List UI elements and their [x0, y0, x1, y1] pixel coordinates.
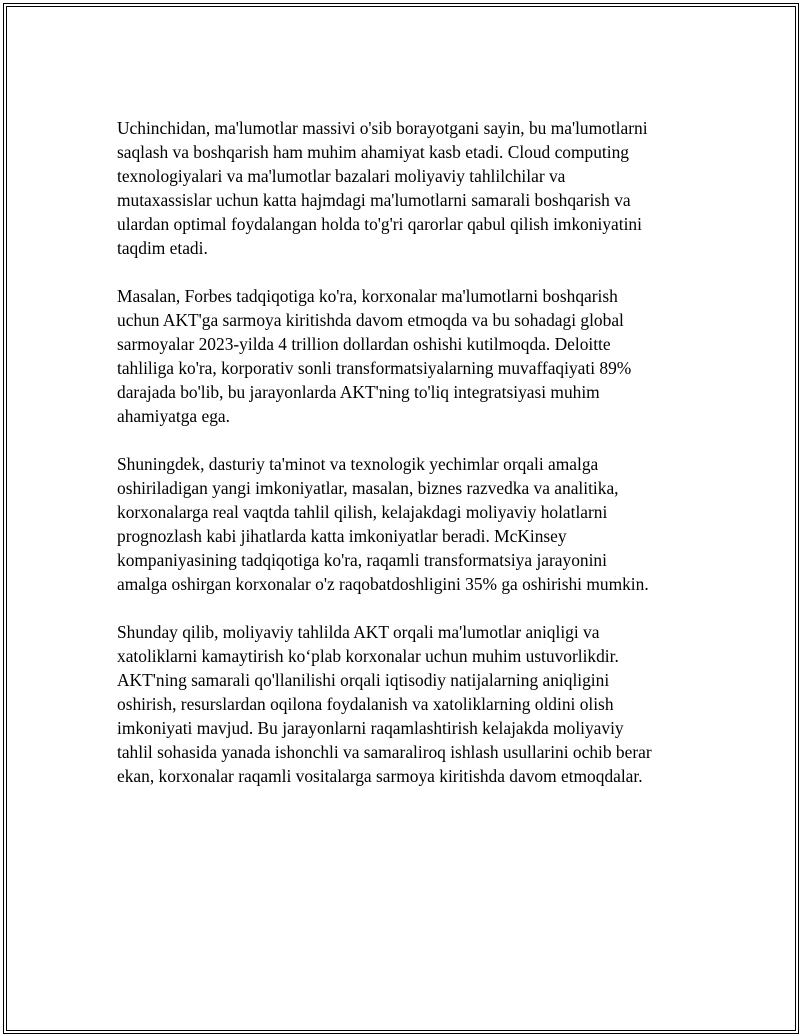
paragraph-mckinsey — [117, 452, 702, 596]
text-line: mutaxassislar uchun katta hajmdagi ma'lumotlarni samarali boshqarish va — [117, 190, 631, 210]
paragraph-conclusion — [117, 620, 702, 788]
text-line: Uchinchidan, ma'lumotlar massivi o'sib borayotgani sayin, bu ma'lumotlarni — [117, 118, 648, 138]
text-line: amalga oshirgan korxonalar o'z raqobatdoshligini 35% ga oshirishi mumkin. — [117, 574, 649, 594]
text-line: texnologiyalari va ma'lumotlar bazalari moliyaviy tahlilchilar va — [117, 166, 566, 186]
text-line: xatoliklarni kamaytirish ko‘plab korxonalar uchun muhim ustuvorlikdir. — [117, 646, 619, 666]
text-line: Shuningdek, dasturiy ta'minot va texnologik yechimlar orqali amalga — [117, 454, 599, 474]
text-line: saqlash va boshqarish ham muhim ahamiyat kasb etadi. Cloud computing — [117, 142, 629, 162]
text-line: ahamiyatga ega. — [117, 406, 230, 426]
text-line: korxonalarga real vaqtda tahlil qilish, kelajakdagi moliyaviy holatlarni — [117, 502, 608, 522]
text-line: ulardan optimal foydalangan holda to'g'ri qarorlar qabul qilish imkoniyatini — [117, 214, 642, 234]
text-line: tahlil sohasida yanada ishonchli va samaraliroq ishlash usullarini ochib berar — [117, 742, 652, 762]
text-line: kompaniyasining tadqiqotiga ko'ra, raqamli transformatsiya jarayonini — [117, 550, 607, 570]
document-body — [117, 116, 702, 812]
text-line: AKT'ning samarali qo'llanilishi orqali iqtisodiy natijalarning aniqligini — [117, 670, 610, 690]
text-line: oshirish, resurslardan oqilona foydalanish va xatoliklarning oldini olish — [117, 694, 614, 714]
text-line: uchun AKT'ga sarmoya kiritishda davom etmoqda va bu sohadagi global — [117, 310, 624, 330]
text-line: taqdim etadi. — [117, 238, 208, 258]
paragraph-storage — [117, 116, 702, 260]
text-line: oshiriladigan yangi imkoniyatlar, masalan, biznes razvedka va analitika, — [117, 478, 619, 498]
text-line: imkoniyati mavjud. Bu jarayonlarni raqamlashtirish kelajakda moliyaviy — [117, 718, 624, 738]
text-line: prognozlash kabi jihatlarda katta imkoniyatlar beradi. McKinsey — [117, 526, 567, 546]
text-line: Shunday qilib, moliyaviy tahlilda AKT orqali ma'lumotlar aniqligi va — [117, 622, 600, 642]
text-line: ekan, korxonalar raqamli vositalarga sarmoya kiritishda davom etmoqdalar. — [117, 766, 643, 786]
text-line: Masalan, Forbes tadqiqotiga ko'ra, korxonalar ma'lumotlarni boshqarish — [117, 286, 618, 306]
text-line: sarmoyalar 2023-yilda 4 trillion dollardan oshishi kutilmoqda. Deloitte — [117, 334, 611, 354]
text-line: darajada bo'lib, bu jarayonlarda AKT'ning to'liq integratsiyasi muhim — [117, 382, 600, 402]
text-line: tahliliga ko'ra, korporativ sonli transformatsiyalarning muvaffaqiyati 89% — [117, 358, 632, 378]
paragraph-forbes — [117, 284, 702, 428]
